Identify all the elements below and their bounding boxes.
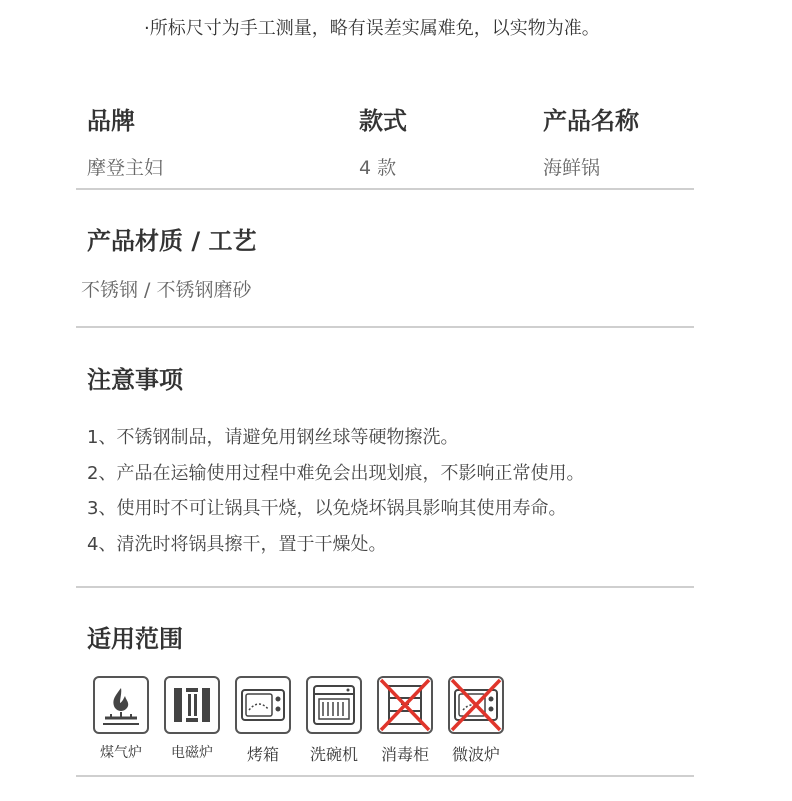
applicable-item-induction [162,676,222,762]
applicable-item-gas-stove [91,676,151,762]
notice-item: 2、产品在运输使用过程中难免会出现划痕，不影响正常使用。 [87,463,585,484]
applicable-title: 适用范围 [87,625,183,653]
measurement-note: ·所标尺寸为手工测量，略有误差实属难免，以实物为准。 [144,18,600,39]
applicable-item-sterilizer [375,676,435,765]
applicable-label: 烤箱 [246,745,279,764]
applicable-item-oven [233,676,293,765]
product-name-label: 产品名称 [543,107,639,135]
notice-item: 3、使用时不可让锅具干烧，以免烧坏锅具影响其使用寿命。 [87,498,567,519]
notice-title: 注意事项 [87,366,183,394]
induction-cooker-icon [164,676,220,734]
applicable-label: 微波炉 [451,745,500,764]
material-title: 产品材质 / 工艺 [87,227,257,255]
style-label: 款式 [359,107,407,135]
dishwasher-icon [306,676,362,734]
brand-label: 品牌 [87,107,135,135]
oven-icon [235,676,291,734]
applicable-label: 消毒柜 [380,745,429,764]
brand-value: 摩登主妇 [87,157,164,179]
divider [76,586,694,588]
applicable-label: 电磁炉 [171,745,213,761]
gas-stove-icon [93,676,149,734]
material-value: 不锈钢 / 不锈钢磨砂 [81,279,252,301]
style-value: 4 款 [359,157,397,179]
notice-item: 1、不锈钢制品，请避免用钢丝球等硬物擦洗。 [87,427,459,448]
applicable-label: 洗碗机 [309,745,358,764]
microwave-icon [448,676,504,734]
sterilizer-icon [377,676,433,734]
divider [76,188,694,190]
notice-item: 4、清洗时将锅具擦干，置于干燥处。 [87,534,387,555]
divider [76,775,694,777]
applicable-item-dishwasher [304,676,364,765]
product-name-value: 海鲜锅 [543,157,601,179]
divider [76,326,694,328]
applicable-label: 煤气炉 [100,745,142,761]
applicable-item-microwave [446,676,506,765]
